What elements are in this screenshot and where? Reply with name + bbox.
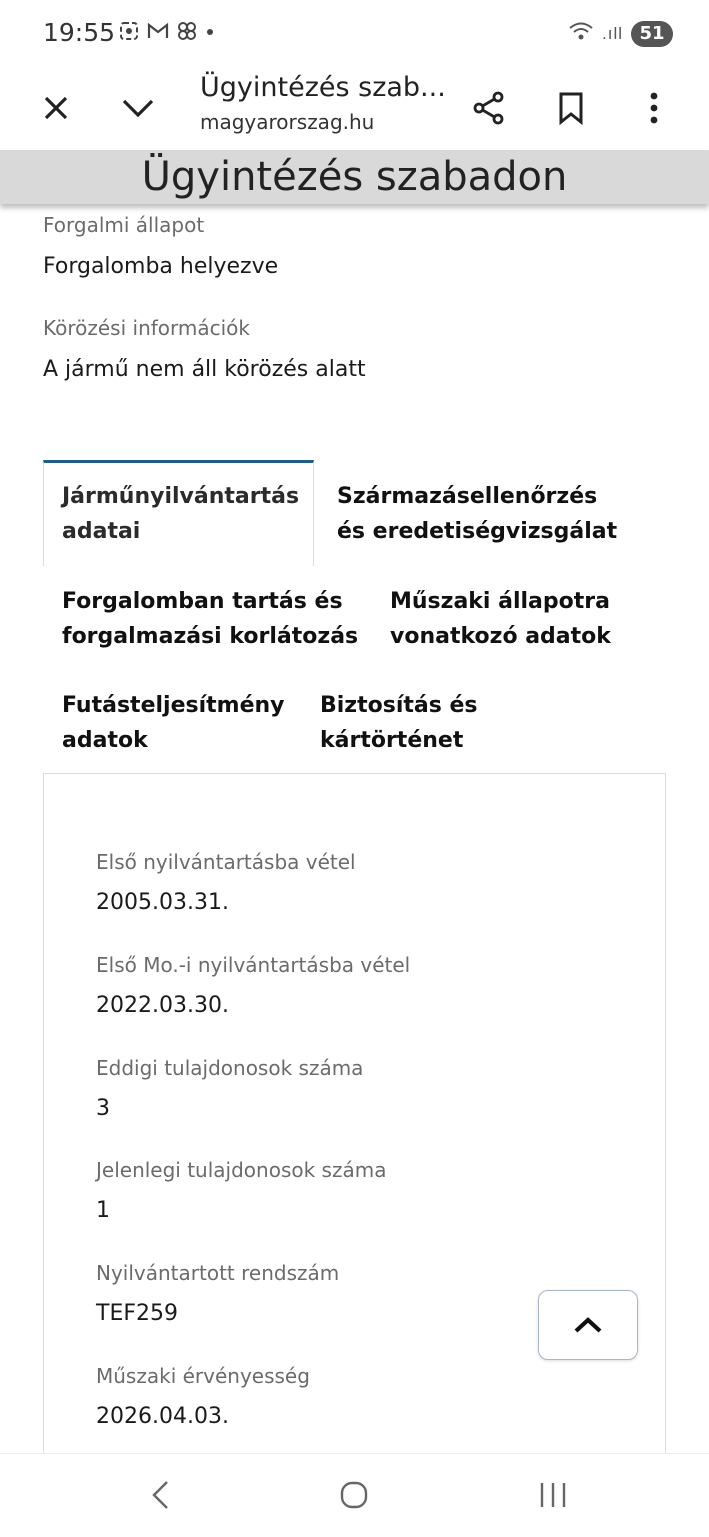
home-icon xyxy=(339,1480,369,1510)
more-options-button[interactable] xyxy=(624,78,684,138)
signal-icon: .ıll xyxy=(602,23,623,43)
field-label: Eddigi tulajdonosok száma xyxy=(96,1056,364,1080)
status-left-icons xyxy=(118,20,216,48)
status-bar xyxy=(0,0,709,66)
field-value: 1 xyxy=(96,1198,110,1223)
scroll-to-top-button[interactable] xyxy=(538,1290,638,1360)
minimize-button[interactable] xyxy=(108,78,168,138)
tab-label-line: adatai xyxy=(62,519,141,544)
close-icon xyxy=(42,94,70,122)
bookmark-button[interactable] xyxy=(541,78,601,138)
recents-button[interactable] xyxy=(530,1472,576,1518)
close-button[interactable] xyxy=(26,78,86,138)
field-value: 2026.04.03. xyxy=(96,1404,229,1429)
field-label: Nyilvántartott rendszám xyxy=(96,1261,340,1285)
tab-label-line: és eredetiségvizsgálat xyxy=(337,519,618,544)
field-value: 2005.03.31. xyxy=(96,890,229,915)
field-label: Első nyilvántartásba vétel xyxy=(96,850,356,874)
tab-circulation-restrictions[interactable] xyxy=(62,584,358,654)
screenshot-icon xyxy=(118,20,140,48)
field-label: Jelenlegi tulajdonosok száma xyxy=(96,1158,387,1182)
page-url[interactable]: magyarorszag.hu xyxy=(200,110,375,134)
back-button[interactable] xyxy=(140,1472,180,1518)
recents-icon xyxy=(538,1481,568,1509)
chevron-up-icon xyxy=(573,1316,603,1334)
share-button[interactable] xyxy=(459,78,519,138)
bookmark-icon xyxy=(557,91,585,125)
status-right xyxy=(568,20,673,47)
tab-label-line: Futásteljesítmény xyxy=(62,693,285,718)
browser-toolbar xyxy=(0,66,709,150)
chevron-down-icon xyxy=(121,98,155,118)
field-value: 3 xyxy=(96,1096,110,1121)
tab-origin-check[interactable] xyxy=(337,479,617,549)
tab-label-line: Forgalomban tartás és xyxy=(62,589,343,614)
tab-label-line: kártörténet xyxy=(320,728,464,753)
tab-label-line: Biztosítás és xyxy=(320,693,478,718)
tab-label-line: adatok xyxy=(62,728,148,753)
page-title: Ügyintézés szab... xyxy=(200,72,446,103)
field-value: 2022.03.30. xyxy=(96,993,229,1018)
field-value: A jármű nem áll körözés alatt xyxy=(43,357,366,382)
tab-registration-data[interactable] xyxy=(62,479,299,549)
tab-label-line: Járműnyilvántartás xyxy=(62,484,300,509)
field-label: Körözési információk xyxy=(43,316,251,340)
share-icon xyxy=(472,91,506,125)
tab-label-line: Származásellenőrzés xyxy=(337,484,598,509)
dot-icon xyxy=(204,20,216,48)
tab-insurance[interactable] xyxy=(320,688,478,758)
site-banner xyxy=(0,150,709,204)
home-button[interactable] xyxy=(334,1472,374,1518)
more-vertical-icon xyxy=(649,91,659,125)
gmail-icon xyxy=(146,20,170,48)
tab-label-line: Műszaki állapotra xyxy=(390,589,610,614)
field-value: TEF259 xyxy=(96,1301,178,1326)
battery-indicator: 51 xyxy=(631,21,673,47)
tab-technical-condition[interactable] xyxy=(390,584,611,654)
pinwheel-icon xyxy=(176,20,198,48)
field-label: Forgalmi állapot xyxy=(43,213,205,237)
field-value: Forgalomba helyezve xyxy=(43,254,279,279)
system-navigation-bar xyxy=(0,1453,709,1537)
tab-label-line: vonatkozó adatok xyxy=(390,624,611,649)
status-time: 19:55 xyxy=(43,18,116,47)
field-label: Műszaki érvényesség xyxy=(96,1364,310,1388)
banner-title: Ügyintézés szabadon xyxy=(141,154,568,200)
wifi-icon xyxy=(568,20,594,47)
tab-label-line: forgalmazási korlátozás xyxy=(62,624,359,649)
back-icon xyxy=(150,1479,170,1511)
tab-mileage[interactable] xyxy=(62,688,285,758)
field-label: Első Mo.-i nyilvántartásba vétel xyxy=(96,953,411,977)
